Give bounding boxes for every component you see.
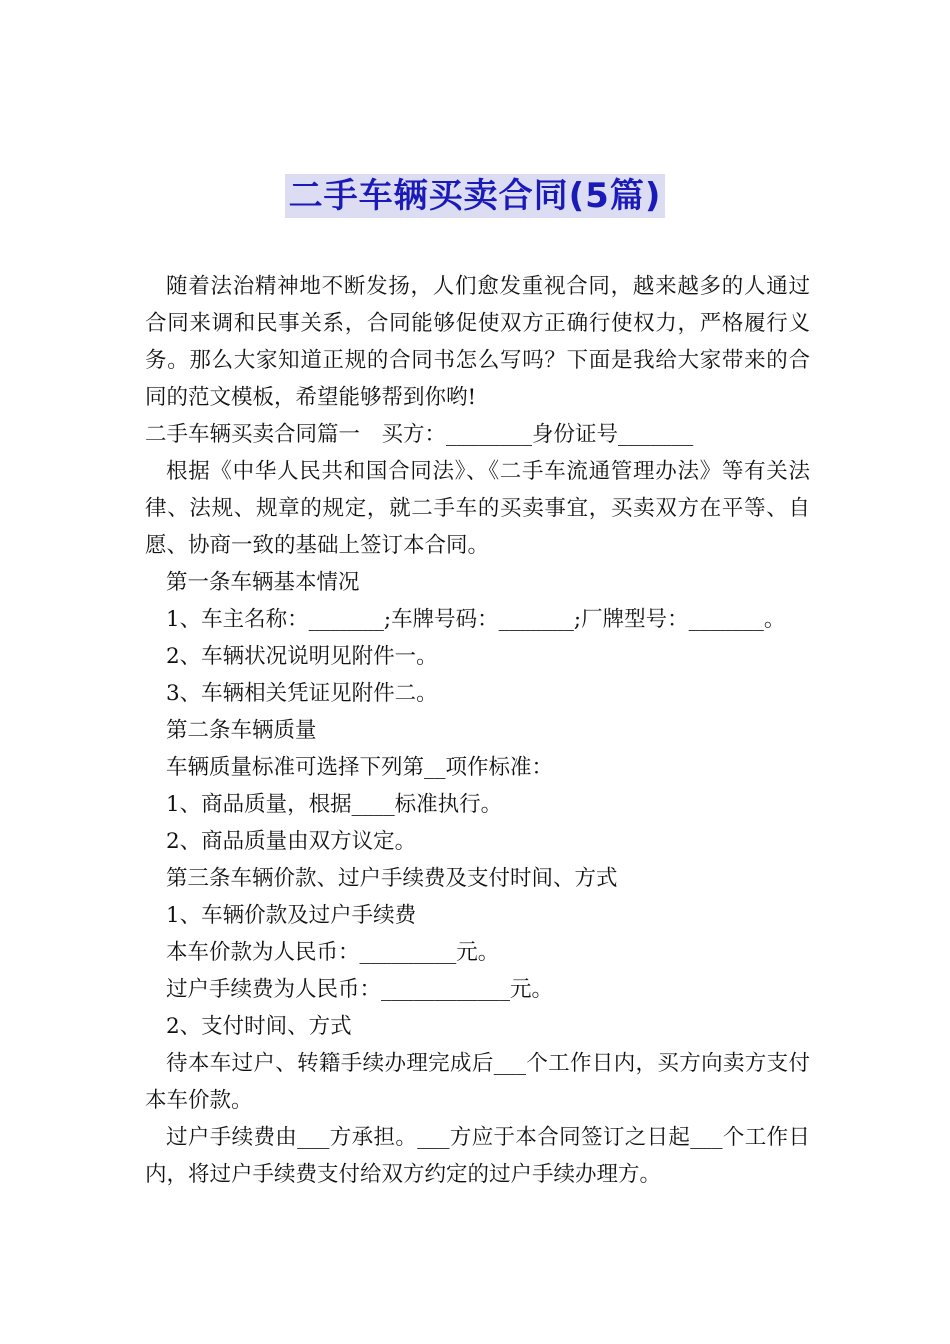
article-1-heading: 第一条车辆基本情况 — [166, 570, 360, 595]
paragraph-contract-heading: 二手车辆买卖合同篇一 买方：________身份证号_______ — [145, 422, 694, 447]
article-3-item-1: 1、车辆价款及过户手续费 — [166, 903, 417, 928]
article-3-price: 本车价款为人民币：_________元。 — [166, 940, 500, 965]
article-3-payment-time: 待本车过户、转籍手续办理完成后___个工作日内，买方向卖方支付本车价款。 — [145, 1051, 810, 1113]
article-2-intro: 车辆质量标准可选择下列第__项作标准： — [166, 755, 554, 780]
document-body — [145, 268, 810, 1193]
article-3-transfer-fee: 过户手续费为人民币：____________元。 — [166, 977, 554, 1002]
title-container — [0, 174, 950, 218]
article-1-item-3: 3、车辆相关凭证见附件二。 — [166, 681, 438, 706]
article-2-item-2: 2、商品质量由双方议定。 — [166, 829, 417, 854]
article-2-heading: 第二条车辆质量 — [166, 718, 317, 743]
article-3-item-2: 2、支付时间、方式 — [166, 1014, 352, 1039]
article-1-item-1: 1、车主名称：_______;车牌号码：_______;厂牌型号：_______。 — [166, 607, 786, 632]
article-1-item-2: 2、车辆状况说明见附件一。 — [166, 644, 438, 669]
document-title: 二手车辆买卖合同(5篇) — [285, 174, 666, 218]
paragraph-legal-basis: 根据《中华人民共和国合同法》、《二手车流通管理办法》等有关法律、法规、规章的规定，就二手车的买卖事宜，买卖双方在平等、自愿、协商一致的基础上签订本合同。 — [145, 459, 810, 558]
article-3-heading: 第三条车辆价款、过户手续费及支付时间、方式 — [166, 866, 618, 891]
article-2-item-1: 1、商品质量，根据____标准执行。 — [166, 792, 503, 817]
paragraph-intro: 随着法治精神地不断发扬，人们愈发重视合同，越来越多的人通过合同来调和民事关系，合同能够促使双方正确行使权力，严格履行义务。那么大家知道正规的合同书怎么写吗？下面是我给大家带来的合同的范文模板，希望能够帮到你哟! — [145, 274, 810, 410]
article-3-fee-payment: 过户手续费由___方承担。___方应于本合同签订之日起___个工作日内，将过户手续费支付给双方约定的过户手续办理方。 — [145, 1125, 810, 1187]
